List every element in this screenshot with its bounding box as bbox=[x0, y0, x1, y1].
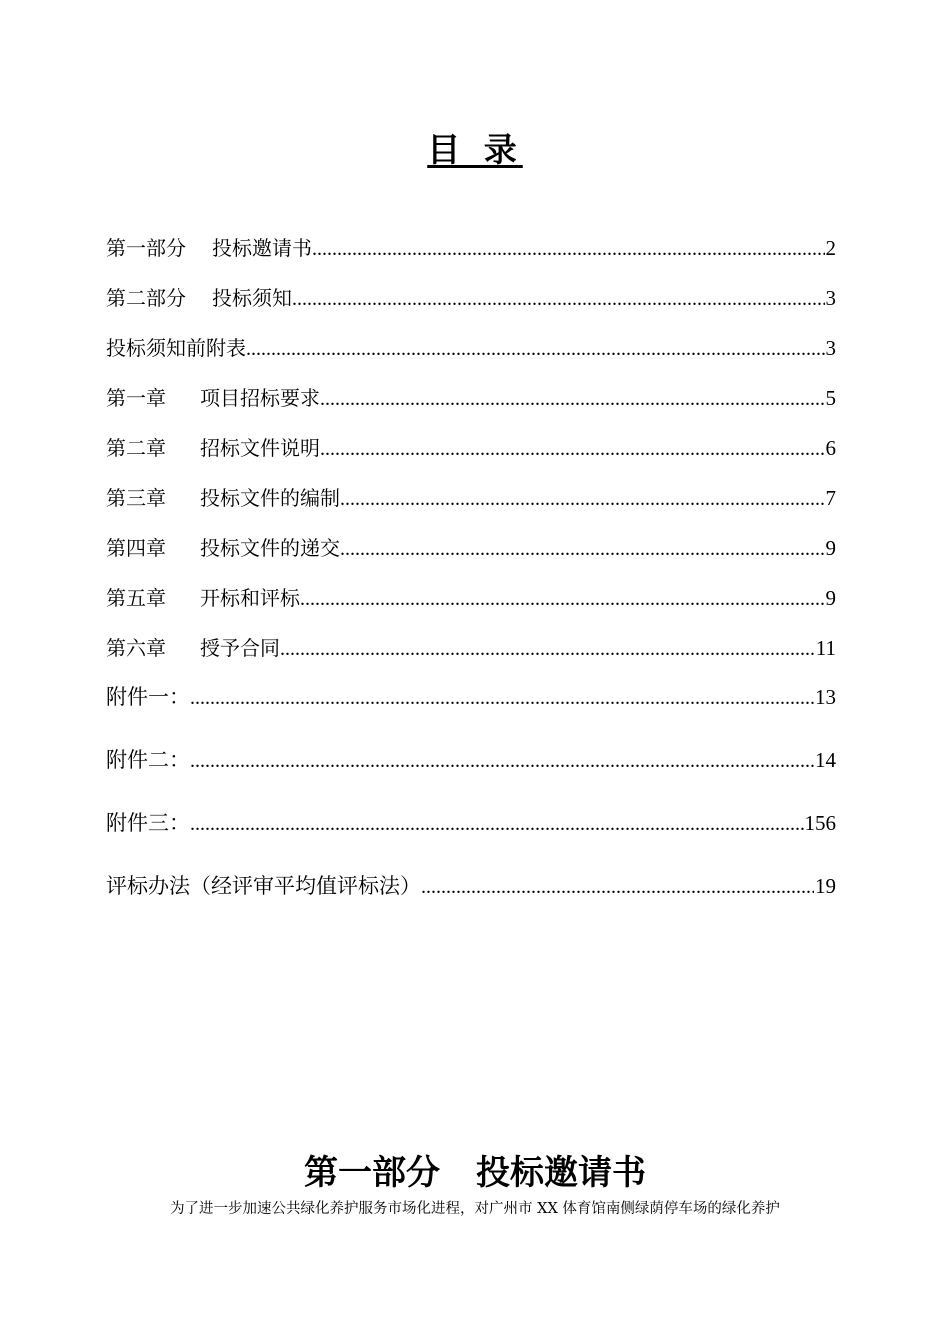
toc-page-number: 13 bbox=[815, 685, 836, 709]
toc-leader-dots bbox=[246, 334, 825, 364]
toc-page-number: 5 bbox=[825, 386, 836, 410]
toc-entry-title: 授予合同 bbox=[200, 636, 280, 660]
toc-leader-dots bbox=[421, 872, 814, 902]
toc-page-number: 14 bbox=[815, 748, 836, 772]
toc-leader-dots bbox=[190, 683, 814, 713]
toc-leader-dots bbox=[320, 434, 825, 464]
toc-title bbox=[0, 128, 950, 172]
toc-entry-chapter-6[interactable] bbox=[106, 633, 836, 663]
toc-leader-dots bbox=[340, 484, 825, 514]
toc-entry-chapter-4[interactable] bbox=[106, 533, 836, 563]
toc-page-number: 2 bbox=[825, 236, 836, 260]
toc-page-number: 9 bbox=[825, 536, 836, 560]
toc-entry-title: 项目招标要求 bbox=[200, 386, 320, 410]
section-heading bbox=[0, 1150, 950, 1196]
toc-leader-dots bbox=[292, 284, 825, 314]
toc-entry-title: 投标文件的递交 bbox=[200, 536, 340, 560]
toc-page-number: 9 bbox=[825, 586, 836, 610]
toc-entry-title: 投标须知 bbox=[212, 286, 292, 310]
toc-entry-attachment-1[interactable] bbox=[106, 682, 836, 712]
toc-page-number: 3 bbox=[825, 336, 836, 360]
toc-entry-number: 第二部分 bbox=[106, 286, 186, 310]
toc-page-number: 7 bbox=[825, 486, 836, 510]
toc-leader-dots bbox=[320, 384, 825, 414]
toc-entry-number: 第四章 bbox=[106, 536, 166, 560]
toc-entry-chapter-2[interactable] bbox=[106, 433, 836, 463]
toc-entry-title: 投标邀请书 bbox=[212, 236, 312, 260]
toc-entry-part-1[interactable] bbox=[106, 233, 836, 263]
toc-entry-number: 第一章 bbox=[106, 386, 166, 410]
toc-entry-number: 第二章 bbox=[106, 436, 166, 460]
toc-leader-dots bbox=[340, 534, 825, 564]
toc-leader-dots bbox=[190, 746, 814, 776]
section-intro-paragraph: 为了进一步加速公共绿化养护服务市场化进程，对广州市 XX 体育馆南侧绿荫停车场的绿化养护 bbox=[170, 1201, 780, 1217]
toc-leader-dots bbox=[190, 809, 804, 839]
toc-page-number: 11 bbox=[815, 636, 836, 660]
toc-entry-chapter-3[interactable] bbox=[106, 483, 836, 513]
toc-title-text: 目 录 bbox=[427, 130, 523, 169]
toc-page-number: 19 bbox=[815, 874, 836, 898]
toc-page-number: 156 bbox=[804, 811, 836, 835]
toc-page-number: 6 bbox=[825, 436, 836, 460]
toc-entry-number: 第三章 bbox=[106, 486, 166, 510]
section-heading-number: 第一部分 bbox=[304, 1153, 440, 1193]
toc-entry-attachment-2[interactable] bbox=[106, 745, 836, 775]
toc-page-number: 3 bbox=[825, 286, 836, 310]
toc-entry-number: 第一部分 bbox=[106, 236, 186, 260]
toc-entry-title: 投标须知前附表 bbox=[106, 336, 246, 360]
toc-leader-dots bbox=[312, 234, 825, 264]
toc-entry-number: 第六章 bbox=[106, 636, 166, 660]
toc-entry-evaluation-method[interactable] bbox=[106, 871, 836, 901]
toc-entry-front-table[interactable] bbox=[106, 333, 836, 363]
toc-entry-title: 开标和评标 bbox=[200, 586, 300, 610]
toc-entry-title: 评标办法（经评审平均值评标法） bbox=[106, 874, 421, 898]
toc-entry-attachment-3[interactable] bbox=[106, 808, 836, 838]
section-heading-title: 投标邀请书 bbox=[476, 1153, 646, 1193]
toc-leader-dots bbox=[300, 584, 825, 614]
toc-leader-dots bbox=[280, 634, 815, 664]
toc-entry-chapter-1[interactable] bbox=[106, 383, 836, 413]
toc-entry-title: 附件三： bbox=[106, 811, 190, 835]
toc-entry-part-2[interactable] bbox=[106, 283, 836, 313]
toc-entry-title: 附件一： bbox=[106, 685, 190, 709]
toc-entry-title: 投标文件的编制 bbox=[200, 486, 340, 510]
toc-entry-title: 附件二： bbox=[106, 748, 190, 772]
toc-entry-title: 招标文件说明 bbox=[200, 436, 320, 460]
toc-entry-number: 第五章 bbox=[106, 586, 166, 610]
toc-entry-chapter-5[interactable] bbox=[106, 583, 836, 613]
